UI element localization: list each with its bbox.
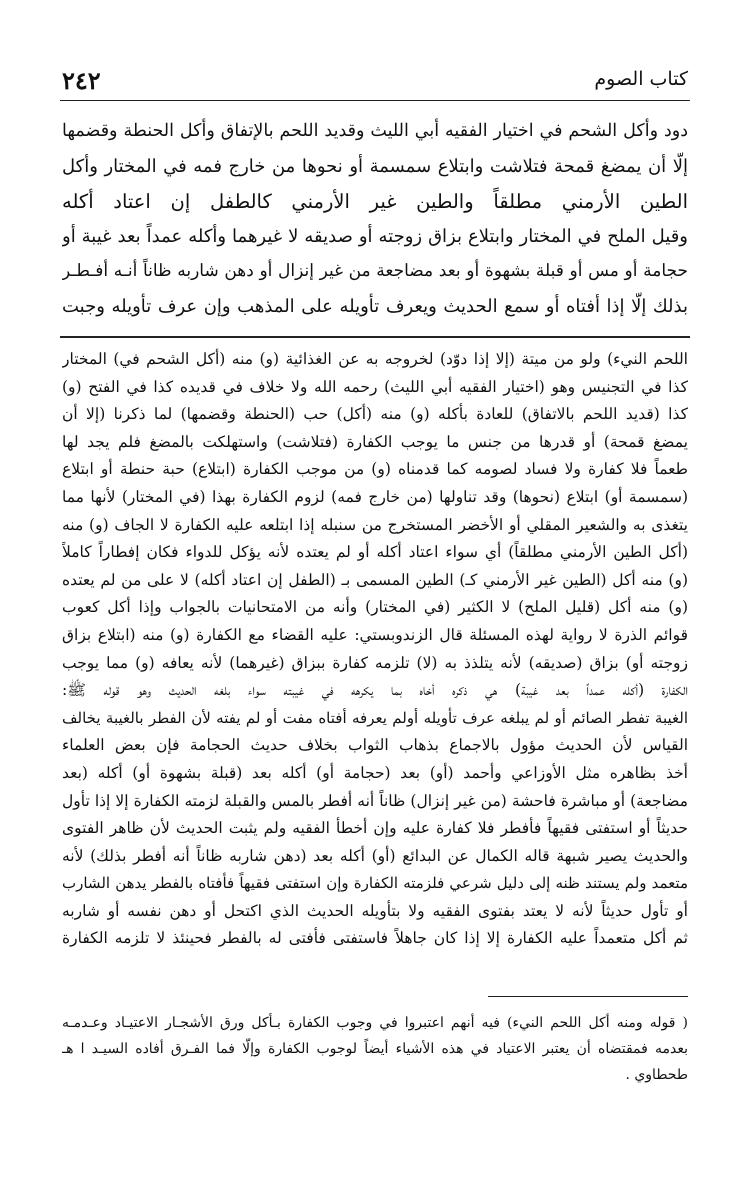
footnote-line: ( قوله ومنه أكل اللحم النيء) فيه أنهم اعتبروا في وجوب الكفارة بـأكل ورق الأشجـار الاعتيـاد وعـدمـه — [62, 1015, 688, 1031]
main-text-divider — [60, 336, 690, 338]
main-text-block — [62, 114, 688, 324]
page-header — [62, 66, 688, 96]
commentary-line: زوجته أو) بزاق (صديقه) لأنه يتلذذ به (لا) تلزمه كفارة ببزاق (غيرهما) لأنه يعافه (و) مما يوجب — [62, 653, 688, 672]
commentary-line: قوائم الذرة لا رواية لهذه المسئلة قال الزندوبستي: عليه القضاء مع الكفارة (و) منه (ابتلاع بزاق — [62, 625, 688, 644]
commentary-line: كذا (قديد اللحم بالاتفاق) للعادة بأكله (و) منه (أكل) حب (الحنطة وقضمها) لما ذكرنا (إلا أن — [62, 405, 688, 424]
footnote-block — [62, 1010, 688, 1088]
commentary-line: مضاجعة) أو مباشرة فاحشة (من غير إنزال) ظاناً أنه أفطر بالمس والقبلة لزمته الكفارة إلا إذا تأول — [62, 791, 688, 810]
commentary-line: طعماً فلا كفارة ولا فساد لصومه كما قدمناه (و) من موجب الكفارة (ابتلاع) حبة حنطة أو ابتلاع — [62, 460, 688, 479]
commentary-line: يتغذى به والشعير المقلي أو الأخضر المستخرج من سنبله إذا ابتلعه عليه الكفارة لا الجاف (و) منه — [62, 515, 688, 534]
main-text-line: دود وأكل الشحم في اختيار الفقيه أبي الليث وقديد اللحم بالإتفاق وأكل الحنطة وقضمها — [62, 121, 688, 141]
commentary-line: القياس لأن الحديث مؤول بالاجماع بذهاب الثواب بخلاف حديث الحجامة فإن بعض العلماء — [62, 736, 688, 755]
main-text-line: الطين الأرمني مطلقاً والطين غير الأرمني كالطفل إن اعتاد أكله — [62, 190, 688, 213]
main-text-line: بذلك إلّا إذا أفتاه أو سمع الحديث ويعرف تأويله على المذهب وإن عرف تأويله وجبت — [62, 296, 688, 317]
commentary-line: أخذ بظاهره مثل الأوزاعي وأحمد (أو) بعد (حجامة أو) أكله بعد (قبلة بشهوة أو) أكله (بعد — [62, 763, 688, 782]
footnote-line: طحطاوي . — [625, 1067, 688, 1083]
commentary-line: كذا في التجنيس وهو (اختيار الفقيه أبي الليث) رحمه الله ولا خلاف في قديده كذا في الفتح (و) — [62, 377, 688, 396]
running-title: كتاب الصوم — [594, 68, 688, 90]
commentary-line: (و) منه أكل (الطين غير الأرمني كـ) الطين المسمى بـ (الطفل إن اعتاد أكله) لا على من لم يعتده — [62, 570, 688, 589]
commentary-line: الكفارة (أكله عمداً بعد غيبة) هي ذكره أخاه بما يكرهه في غيبته سواء بلغه الحديث وهو قوله ﷺ: — [62, 681, 688, 700]
footnote-line: بعدمه فمقتضاه أن يعتبر الاعتياد في هذه الأشياء أيضاً لوجوب الكفارة وإلّا فما الفـرق أفاده السيـد ا هـ — [62, 1041, 688, 1057]
commentary-line: (و) منه أكل (قليل الملح) لا الكثير (في المختار) وأنه من الامتحانيات بالجواب وإذا أكل كعوب — [62, 598, 688, 617]
main-text-line: إلّا أن يمضغ قمحة فتلاشت وابتلاع سمسمة أو نحوها من خارج فمه في المختار وأكل — [62, 156, 688, 177]
commentary-line: ثم أكل متعمداً عليه الكفارة إلا إذا كان جاهلاً فاستفتى فأفتى له بالفطر فحينئذ لا تلزمه الكفارة — [62, 929, 688, 948]
header-divider — [60, 100, 690, 101]
commentary-line: (سمسمة أو) ابتلاع (نحوها) وقد تناولها (من خارج فمه) لزوم الكفارة بهذا (في المختار) لأنها مما — [62, 487, 688, 506]
commentary-line: الغيبة تفطر الصائم أو لم يبلغه عرف تأويله أولم يعرفه أفتاه مفت أو لم يفته لأن الفطر بالغيبة يخالف — [62, 708, 688, 727]
commentary-line: حديثاً أو استفتى فقيهاً فأفطر فلا كفارة عليه وإن أخطأ الفقيه ولم يثبت الحديث لأن ظاهر الفتوى — [62, 819, 688, 838]
commentary-block — [62, 346, 688, 953]
main-text-line: حجامة أو مس أو قبلة بشهوة أو بعد مضاجعة من غير إنزال أو دهن شاربه ظاناً أنـه أفـطـر — [62, 261, 688, 281]
footnote-divider — [488, 996, 688, 997]
commentary-line: أو تأول حديثاً لأنه لا يعتد بفتوى الفقيه ولا بتأويله الحديث الذي اكتحل أو دهن نفسه أو شاربه — [62, 901, 688, 920]
commentary-line: يمضغ قمحة) أو قدرها من جنس ما يوجب الكفارة (فتلاشت) واستهلكت بالمضغ فلم يجد لها — [62, 432, 688, 451]
commentary-line: متعمد ولم يستند ظنه إلى دليل شرعي فلزمته الكفارة وإن استفتى فقيهاً فأفتاه بالفطر يدهن الشارب — [62, 874, 688, 893]
page-number: ٢٤٢ — [62, 66, 101, 95]
commentary-line: (أكل الطين الأرمني مطلقاً) أي سواء اعتاد أكله أو لم يعتده لأنه يؤكل للدواء فكان إفطاراً كاملاً — [62, 543, 688, 562]
main-text-line: وقيل الملح في المختار وابتلاع بزاق زوجته أو صديقه لا غيرهما وأكله عمداً بعد غيبة أو — [62, 226, 688, 247]
commentary-line: اللحم النيء) ولو من ميتة (إلا إذا دوّد) لخروجه به عن الغذائية (و) منه (أكل الشحم في) المختار — [62, 350, 688, 368]
commentary-line: والحديث يصير شبهة قاله الكمال عن البدائع (أو) أكله بعد (دهن شاربه ظاناً أنه أفطر بذلك) لأنه — [62, 846, 688, 865]
